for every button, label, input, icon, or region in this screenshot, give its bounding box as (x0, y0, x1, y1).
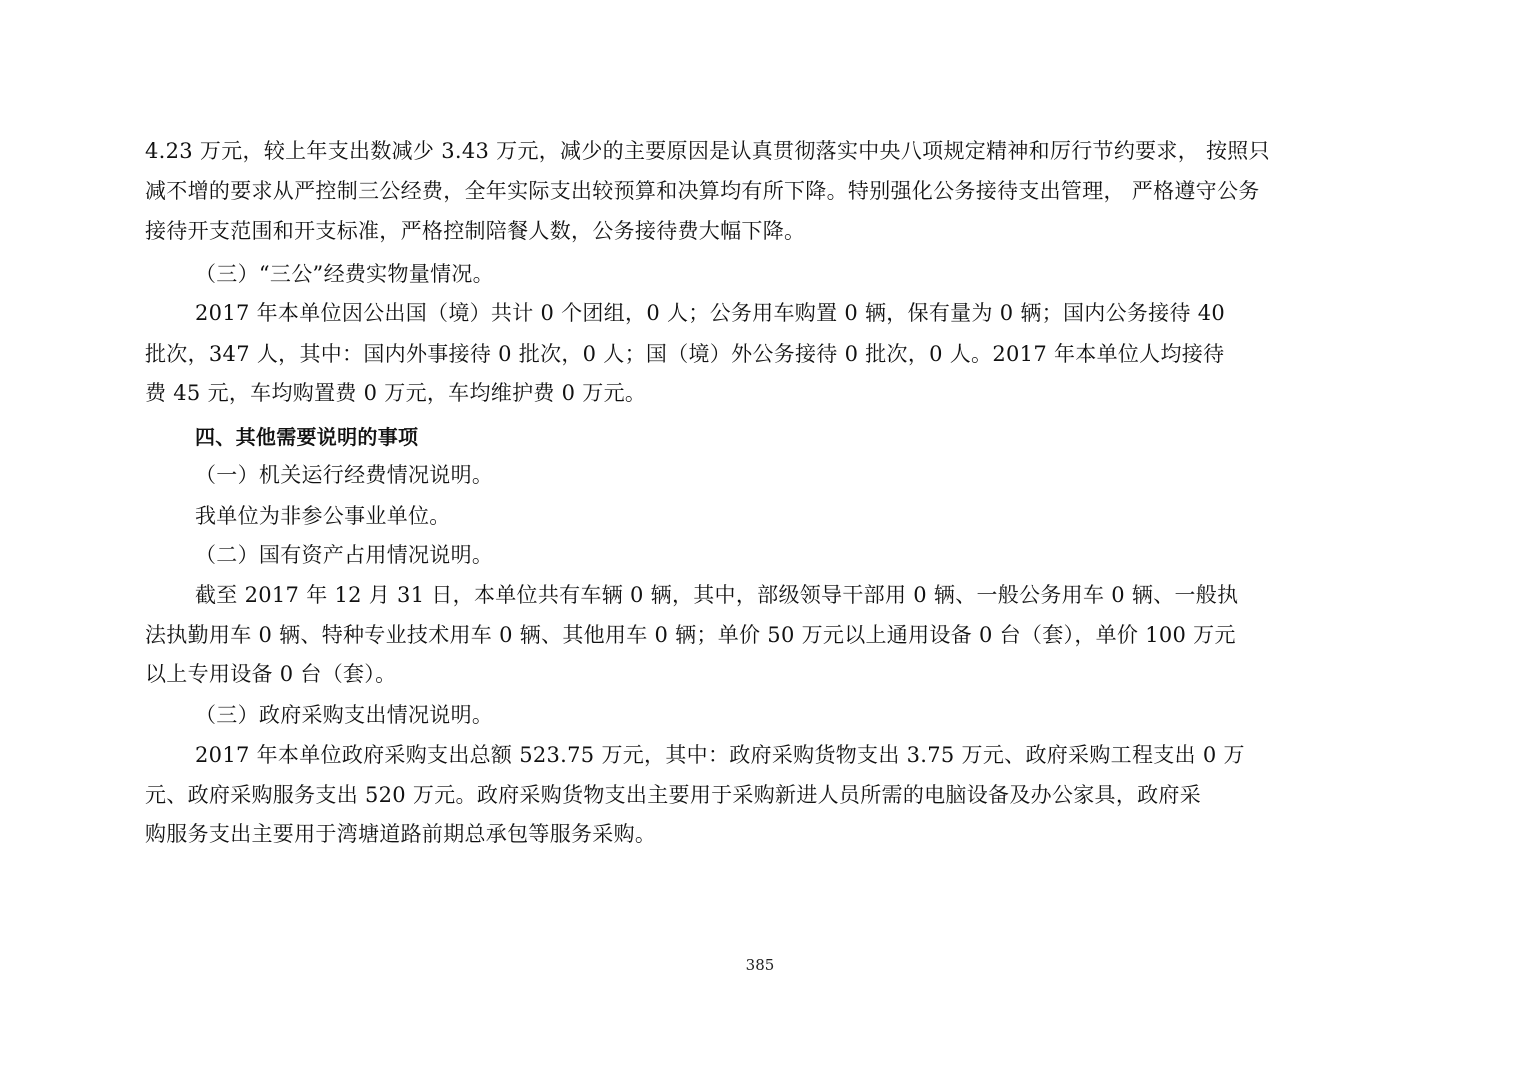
paragraph-line: 以上专用设备 0 台（套）。 (145, 662, 397, 686)
paragraph-line: 截至 2017 年 12 月 31 日，本单位共有车辆 0 辆，其中，部级领导干部用 0 辆、一般公务用车 0 辆、一般执 (195, 583, 1239, 607)
paragraph-line: 法执勤用车 0 辆、特种专业技术用车 0 辆、其他用车 0 辆；单价 50 万元以上通用设备 0 台（套），单价 100 万元 (145, 623, 1236, 647)
paragraph-line: 批次，347 人，其中：国内外事接待 0 批次，0 人；国（境）外公务接待 0 批次，0 人。2017 年本单位人均接待 (145, 342, 1225, 366)
paragraph-line: 2017 年本单位政府采购支出总额 523.75 万元，其中：政府采购货物支出 3.75 万元、政府采购工程支出 0 万 (195, 743, 1245, 767)
section-title: （三）“三公”经费实物量情况。 (195, 262, 494, 286)
section-title: （一）机关运行经费情况说明。 (195, 463, 494, 487)
paragraph-line: 购服务支出主要用于湾塘道路前期总承包等服务采购。 (145, 822, 657, 846)
section-title: （三）政府采购支出情况说明。 (195, 703, 494, 727)
part-heading: 四、其他需要说明的事项 (195, 425, 419, 449)
paragraph-line: 接待开支范围和开支标准，严格控制陪餐人数，公务接待费大幅下降。 (145, 219, 806, 243)
page-number: 385 (745, 956, 775, 974)
section-title: （二）国有资产占用情况说明。 (195, 543, 494, 567)
paragraph-line: 费 45 元，车均购置费 0 万元，车均维护费 0 万元。 (145, 381, 647, 405)
paragraph-line: 元、政府采购服务支出 520 万元。政府采购货物支出主要用于采购新进人员所需的电脑设备及办公家具，政府采 (145, 783, 1202, 807)
paragraph-line: 4.23 万元，较上年支出数减少 3.43 万元，减少的主要原因是认真贯彻落实中央八项规定精神和厉行节约要求， 按照只 (145, 139, 1270, 163)
paragraph-line: 我单位为非参公事业单位。 (195, 504, 451, 528)
paragraph-line: 2017 年本单位因公出国（境）共计 0 个团组，0 人；公务用车购置 0 辆，保有量为 0 辆；国内公务接待 40 (195, 301, 1226, 325)
paragraph-line: 减不增的要求从严控制三公经费，全年实际支出较预算和决算均有所下降。特别强化公务接待支出管理， 严格遵守公务 (145, 179, 1260, 203)
